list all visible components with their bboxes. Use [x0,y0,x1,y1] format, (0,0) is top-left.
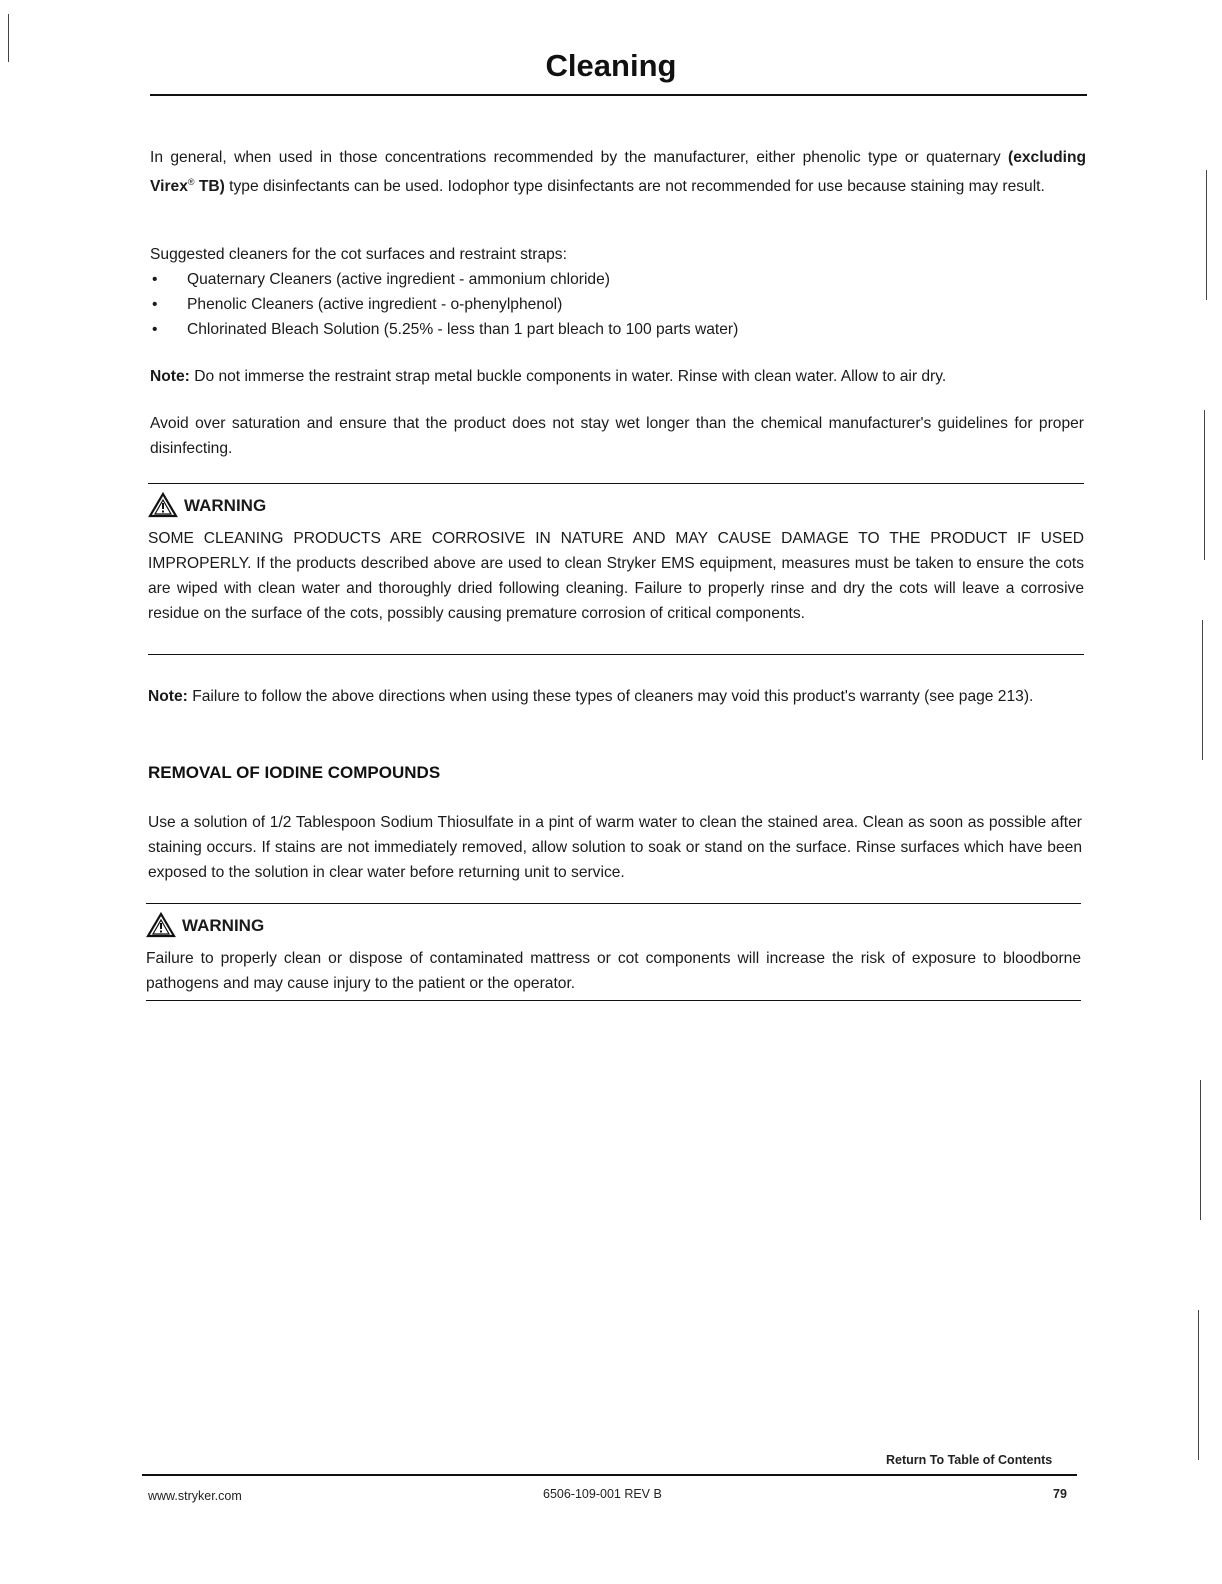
footer-rule [142,1474,1077,1476]
scan-edge-left [8,14,9,62]
warning1-bottom-rule [148,654,1084,655]
warning2-heading-text: WARNING [182,915,265,935]
warning2-box [146,912,1081,996]
scan-edge-right [1200,1080,1201,1220]
note-label: Note: [148,688,188,705]
warning2-bottom-rule [146,1000,1081,1001]
intro-text-a: In general, when used in those concentrations recommended by the manufacturer, either phenolic type or quaternary [150,149,1009,166]
warning1-heading-text: WARNING [184,495,267,515]
page-title: Cleaning [545,48,677,83]
scan-edge-right [1204,410,1205,560]
note-buckle [150,364,1090,389]
warning-triangle-icon [148,492,178,518]
warning1-top-rule [148,483,1084,484]
list-item [150,292,1086,317]
intro-paragraph [150,145,1086,199]
avoid-paragraph [150,411,1084,461]
return-to-toc-link[interactable]: Return To Table of Contents [886,1453,1053,1467]
section-heading-iodine: REMOVAL OF IODINE COMPOUNDS [148,763,441,782]
warning2-top-rule [146,903,1081,904]
intro-tb-bold: TB) [194,178,225,196]
note-text: Failure to follow the above directions when using these types of cleaners may void this product's warranty (see page 213). [187,688,1034,705]
warning1-box [148,492,1084,626]
iodine-text: Use a solution of 1/2 Tablespoon Sodium Thiosulfate in a pint of warm water to clean the stained area. Clean as soon as possible after staining occurs. If stains are not immediately removed, allow solution to soak or stand on the surface. Rinse surfaces which have been exposed to the solution in clear water before returning unit to service. [148,814,1082,881]
list-item-text: Phenolic Cleaners (active ingredient - o-phenylphenol) [187,296,563,313]
scan-edge-right [1202,620,1203,760]
warning2-heading [146,912,1081,938]
list-item [150,267,1086,292]
warning-triangle-icon [146,912,176,938]
avoid-text: Avoid over saturation and ensure that the product does not stay wet longer than the chemical manufacturer's guidelines for proper disinfecting. [150,415,1084,457]
bullet-glyph: • [152,321,158,338]
intro-virex-bold: (excluding Virex [150,149,1086,196]
registered-mark: ® [187,177,195,187]
note-warranty [148,684,1082,709]
footer-doc-number: 6506-109-001 REV B [543,1487,662,1501]
title-rule [150,94,1087,96]
bullet-glyph: • [152,296,158,313]
suggested-label: Suggested cleaners for the cot surfaces and restraint straps: [150,246,567,263]
bullet-glyph: • [152,271,158,288]
footer-page-number: 79 [1053,1487,1067,1501]
scan-edge-right [1206,170,1207,300]
warning1-text: SOME CLEANING PRODUCTS ARE CORROSIVE IN NATURE AND MAY CAUSE DAMAGE TO THE PRODUCT IF USED IMPROPERLY. If the products described above are used to clean Stryker EMS equipment, measures must be taken to ensure the cots are wiped with clean water and thoroughly dried following cleaning. Failure to properly rinse and dry the cots will leave a corrosive residue on the surface of the cots, possibly causing premature corrosion of critical components. [148,530,1084,622]
list-item [150,317,1086,342]
cleaners-list [150,267,1086,342]
note-text: Do not immerse the restraint strap metal buckle components in water. Rinse with clean water. Allow to air dry. [189,368,947,385]
scan-edge-right [1198,1310,1199,1460]
iodine-paragraph [148,810,1082,885]
note-label: Note: [150,368,190,385]
warning2-text: Failure to properly clean or dispose of contaminated mattress or cot components will increase the risk of exposure to bloodborne pathogens and may cause injury to the patient or the operator. [146,950,1081,992]
suggested-cleaners [150,242,1086,342]
intro-text-b: type disinfectants can be used. Iodophor type disinfectants are not recommended for use because staining may result. [224,178,1045,196]
list-item-text: Chlorinated Bleach Solution (5.25% - less than 1 part bleach to 100 parts water) [187,321,739,338]
list-item-text: Quaternary Cleaners (active ingredient - ammonium chloride) [187,271,610,288]
footer-website: www.stryker.com [148,1489,242,1503]
warning1-heading [148,492,1084,518]
